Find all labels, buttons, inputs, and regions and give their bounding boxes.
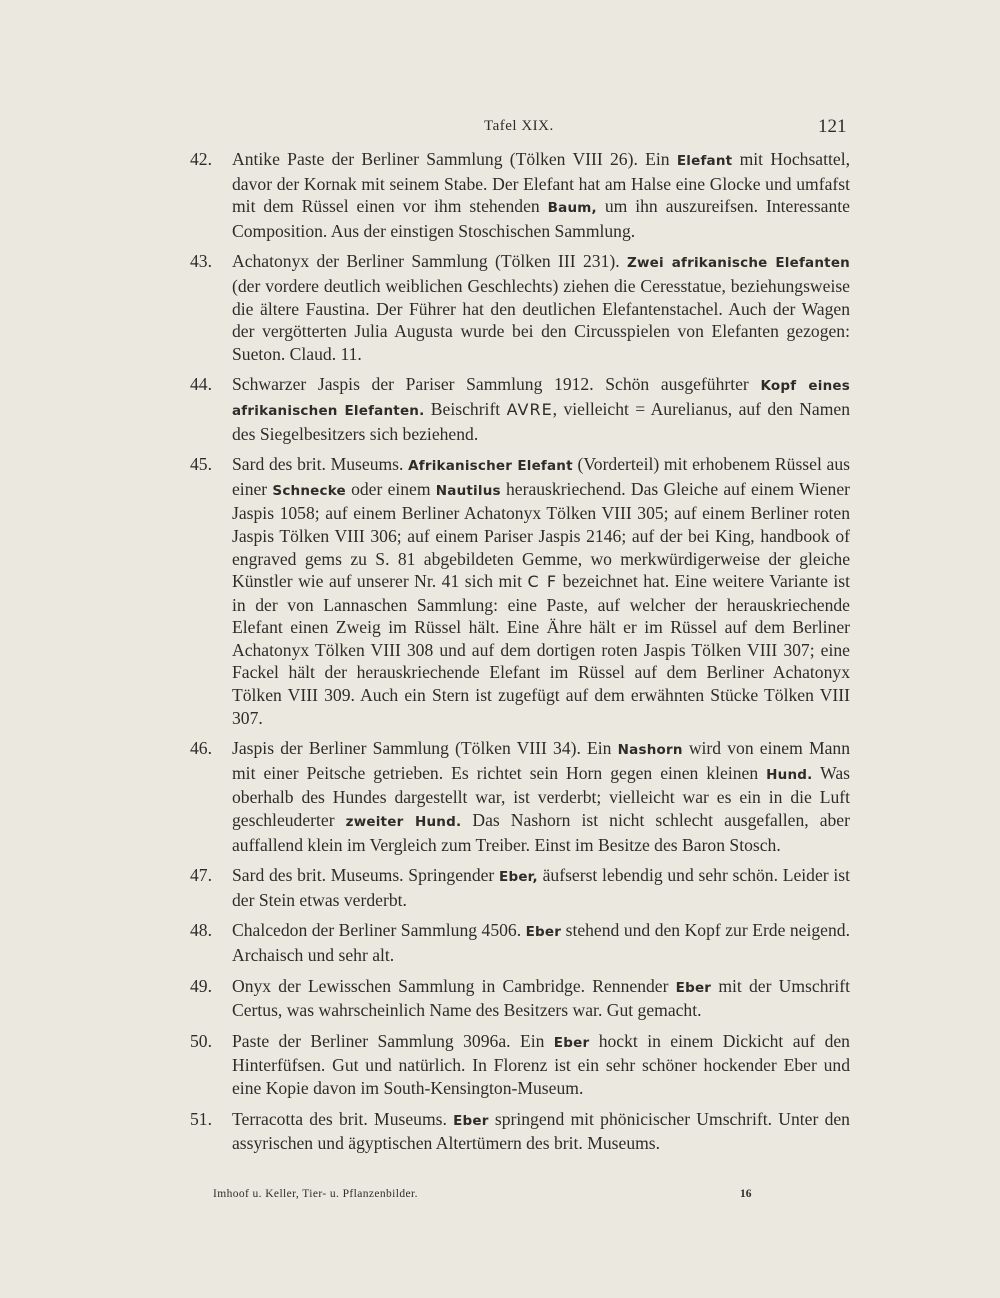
footer [0,1188,1000,1208]
highlighted-term: Nashorn [617,742,683,759]
catalogue-entry [190,148,850,242]
entry-number: 48. [190,920,212,941]
entry-number: 49. [190,975,212,996]
highlighted-term: Kopf eines afrikanischen Elefanten. [232,378,850,419]
entry-text-run: Das Nashorn ist nicht schlecht ausgefallen, aber auffallend klein im Vergleich zum Treiber. Einst im Besitze des Baron Stosch. [232,810,850,855]
entry-text-run: Sard des brit. Museums. Springender [232,865,500,886]
plate-title: Tafel XIX. [484,118,554,134]
entry-text [232,864,850,911]
highlighted-term: Baum, [547,200,597,217]
entry-text-run: stehend und den Kopf zur Erde neigend. Archaisch und sehr alt. [232,920,850,965]
entry-text [232,975,850,1022]
entry-text [232,1030,850,1100]
entry-text-run: bezeichnet hat. Eine weitere Variante ist in der von Lannaschen Sammlung: eine Paste, auf welcher der herauskriechende Elefant einen Zweig im Rüssel hält. Eine Ähre hält er im Rüssel auf dem Berliner Achatonyx Tölken VIII 308 und auf dem dortigen roten Jaspis Tölken VIII 307; eine Fackel hält der herauskriechende Elefant im Rüssel auf dem Berliner Achatonyx Tölken VIII 309. Auch ein Stern ist zugefügt auf dem erwähnten Stücke Tölken VIII 307. [232,571,851,728]
entry-text-run: wird von einem Mann mit einer Peitsche getrieben. Es richtet sein Horn gegen einen kleinen [232,738,850,783]
entry-text-run: Beischrift [424,398,507,419]
entry-text-run: Antike Paste der Berliner Sammlung (Tölken VIII 26). Ein [232,149,677,169]
highlighted-term: Schnecke [272,482,346,499]
running-head [0,118,1000,142]
highlighted-term: Afrikanischer Elefant [408,458,573,475]
signature-line: Imhoof u. Keller, Tier- u. Pflanzenbilder. [213,1188,418,1200]
entry-number: 51. [190,1108,212,1129]
catalogue-entries [190,148,850,1163]
highlighted-term: Zwei afrikanische Elefanten [627,255,850,272]
entry-text [232,737,850,856]
entry-text-run: springend mit phönicischer Umschrift. Unter den assyrischen und ägyptischen Altertümern des brit. Museums. [232,1108,850,1154]
entry-number: 44. [190,374,212,395]
catalogue-entry [190,453,850,729]
catalogue-entry [190,737,850,856]
catalogue-entry [190,373,850,445]
entry-number: 46. [190,738,212,759]
entry-text [232,373,850,445]
highlighted-term: zweiter Hund. [345,814,462,831]
entry-number: 43. [190,251,212,272]
entry-text-run: hockt in einem Dickicht auf den Hinterfüfsen. Gut und natürlich. In Florenz ist ein sehr schöner hockender Eber und eine Kopie davon im South-Kensington-Museum. [232,1030,850,1098]
entry-text [232,1108,850,1155]
entry-text [232,148,850,242]
entry-number: 47. [190,865,212,886]
highlighted-term: Eber [453,1112,489,1129]
entry-text-run: um ihn auszureifsen. Interessante Composition. Aus der einstigen Stoschischen Sammlung. [232,196,850,241]
highlighted-term: Hund. [766,766,813,783]
highlighted-term: Eber [675,979,712,996]
entry-number: 45. [190,454,212,475]
entry-number: 50. [190,1030,212,1051]
entry-text-run: Jaspis der Berliner Sammlung (Tölken VIII 34). Ein [232,738,618,759]
page-number: 121 [818,116,847,137]
highlighted-term: Elefant [676,153,733,169]
entry-text [232,250,850,365]
entry-text-run: Paste der Berliner Sammlung 3096a. Ein [232,1030,554,1051]
catalogue-entry [190,1030,850,1100]
entry-text-run: mit Hochsattel, davor der Kornak mit seinem Stabe. Der Elefant hat am Halse eine Glocke und umfafst mit dem Rüssel einen vor ihm stehenden [232,149,850,217]
entry-text-run: Schwarzer Jaspis der Pariser Sammlung 1912. Schön ausgeführter [232,374,761,395]
entry-text [232,919,850,966]
entry-text-run: (der vordere deutlich weiblichen Geschlechts) ziehen die Ceresstatue, beziehungsweise die ältere Faustina. Der Führer hat den deutlichen Elefantenstachel. Auch der Wagen der vergötterten Julia Augusta wurde bei den Circusspielen von Elefanten gezogen: Sueton. Claud. 11. [232,275,850,364]
entry-text-run: äufserst lebendig und sehr schön. Leider ist der Stein etwas verderbt. [232,865,850,910]
signature-number: 16 [740,1188,752,1200]
entry-text-run: Sard des brit. Museums. [232,454,409,475]
entry-text-run: Achatonyx der Berliner Sammlung (Tölken III 231). [232,251,627,272]
inscription-text: AVRE [506,399,553,419]
entry-text-run: Terracotta des brit. Museums. [232,1108,454,1129]
entry-text-run: mit der Umschrift Certus, was wahrscheinlich Name des Besitzers war. Gut gemacht. [232,975,850,1021]
catalogue-entry [190,250,850,365]
catalogue-entry [190,1108,850,1155]
entry-text-run: Chalcedon der Berliner Sammlung 4506. [232,920,526,941]
inscription-text: C F [527,572,558,592]
entry-number: 42. [190,149,212,169]
catalogue-entry [190,919,850,966]
catalogue-entry [190,864,850,911]
highlighted-term: Eber [553,1034,590,1051]
highlighted-term: Eber, [499,869,538,886]
entry-text-run: Was oberhalb des Hundes dargestellt war, ist verderbt; vielleicht war es ein in die Luft geschleuderter [232,762,850,831]
highlighted-term: Nautilus [435,482,501,499]
entry-text-run: herauskriechend. Das Gleiche auf einem Wiener Jaspis 1058; auf einem Berliner Achatonyx Tölken VIII 305; auf einem Berliner roten Jaspis Tölken VIII 306; auf einem Pariser Jaspis 2146; auf der bei King, handbook of engraved gems zu S. 81 abgebildeten Gemme, wo merkwürdigerweise der gleiche Künstler wie auf unserer Nr. 41 sich mit [232,478,851,592]
entry-text-run: , vielleicht = Aurelianus, auf den Namen des Siegelbesitzers sich beziehend. [232,398,850,444]
catalogue-entry [190,975,850,1022]
entry-text-run: oder einem [345,478,436,499]
entry-text-run: Onyx der Lewisschen Sammlung in Cambridge. Rennender [232,975,676,996]
entry-text-run: (Vorderteil) mit erhobenem Rüssel aus einer [232,454,850,499]
highlighted-term: Eber [525,924,562,941]
entry-text [232,453,850,729]
